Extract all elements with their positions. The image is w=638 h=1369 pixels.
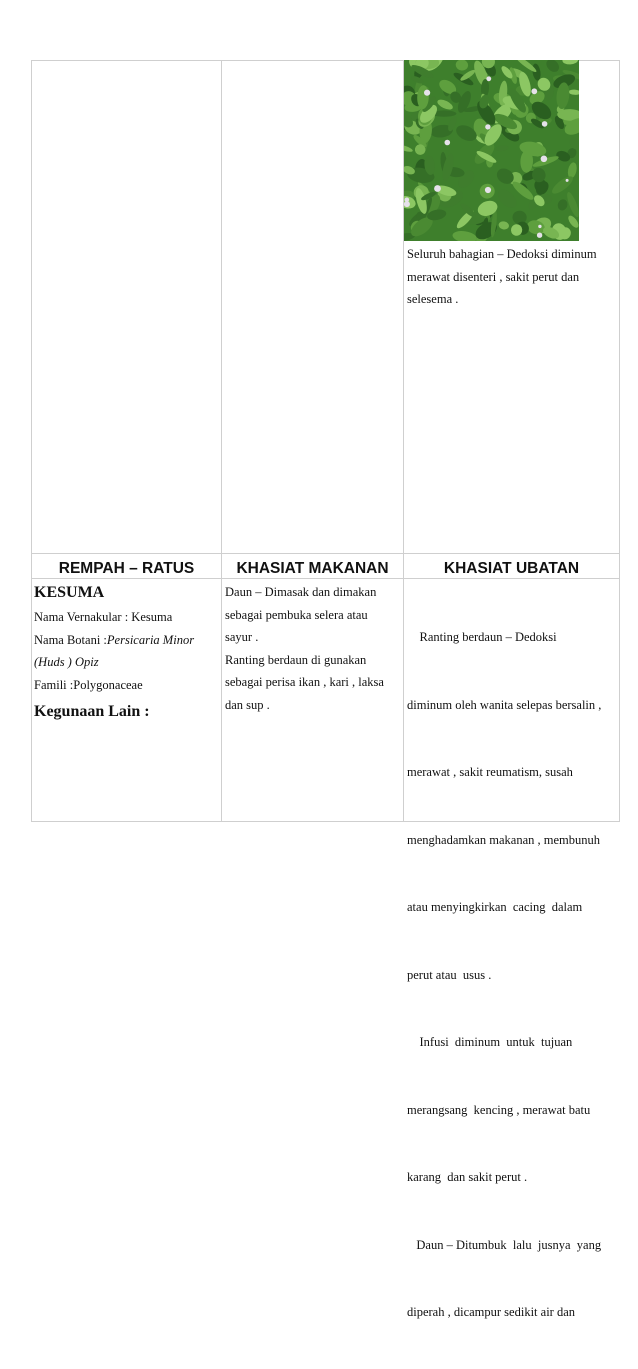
vernacular-name: Nama Vernakular : Kesuma xyxy=(34,610,173,624)
ubatan-line: diperah , dicampur sedikit air dan xyxy=(407,1305,575,1319)
flower-dot xyxy=(445,140,451,146)
flower-dot xyxy=(486,76,491,81)
row-divider-header-top xyxy=(31,553,620,554)
flower-dot xyxy=(424,90,430,96)
ubatan-line: merawat , sakit reumatism, susah xyxy=(407,765,573,779)
flower-dot xyxy=(537,233,542,238)
khasiat-ubatan-text xyxy=(407,581,619,1369)
ubatan-line: perut atau usus . xyxy=(407,967,492,982)
kesuma-plant-illustration xyxy=(404,60,579,241)
kesuma-plant-image xyxy=(404,60,579,241)
makanan-line: sebagai perisa ikan , kari , laksa xyxy=(225,675,384,689)
header-khasiat-makanan: KHASIAT MAKANAN xyxy=(236,560,389,577)
other-uses-heading: Kegunaan Lain : xyxy=(34,703,150,720)
herb-name: KESUMA xyxy=(34,584,105,601)
makanan-line: Ranting berdaun di gunakan xyxy=(225,652,367,667)
table-border-right xyxy=(619,60,620,822)
ubatan-line: Infusi diminum untuk tujuan xyxy=(407,1035,573,1049)
flower-dot xyxy=(542,121,548,127)
ubatan-line: atau menyingkirkan cacing dalam xyxy=(407,900,583,914)
makanan-line: sayur . xyxy=(225,630,259,644)
botanical-author: (Huds ) Opiz xyxy=(34,655,99,669)
botanical-label: Nama Botani : xyxy=(34,632,107,647)
flower-dot xyxy=(566,179,569,182)
caption-line: merawat disenteri , sakit perut dan xyxy=(407,269,580,284)
header-khasiat-ubatan: KHASIAT UBATAN xyxy=(443,560,580,577)
herb-table xyxy=(31,60,620,1319)
family-name: Famili :Polygonaceae xyxy=(34,677,143,692)
makanan-line: dan sup . xyxy=(225,697,270,712)
botanical-name xyxy=(34,629,220,652)
table-border-left xyxy=(31,60,32,822)
makanan-line: sebagai pembuka selera atau xyxy=(225,607,368,622)
caption-line: selesema . xyxy=(407,292,459,306)
column-divider-1 xyxy=(221,60,222,822)
flower-dot xyxy=(538,225,541,228)
caption-line: Seluruh bahagian – Dedoksi diminum xyxy=(407,247,597,261)
top-row-caption xyxy=(407,243,617,311)
flower-dot xyxy=(404,201,410,207)
flower-dot xyxy=(541,156,548,163)
flower-dot xyxy=(485,187,491,193)
flower-dot xyxy=(434,185,441,192)
ubatan-line: Ranting berdaun – Dedoksi xyxy=(407,630,557,644)
ubatan-line: diminum oleh wanita selepas bersalin , xyxy=(407,697,602,712)
herb-details xyxy=(34,606,220,696)
flower-dot xyxy=(485,124,490,129)
makanan-line: Daun – Dimasak dan dimakan xyxy=(225,585,377,599)
ubatan-line: menghadamkan makanan , membunuh xyxy=(407,832,600,847)
botanical-italic: Persicaria Minor xyxy=(106,632,195,647)
ubatan-line: Daun – Ditumbuk lalu jusnya yang xyxy=(407,1237,602,1252)
ubatan-line: merangsang kencing , merawat batu xyxy=(407,1102,591,1117)
botanical-name-line2 xyxy=(34,651,220,674)
khasiat-makanan-text xyxy=(225,581,401,716)
header-rempah-ratus: REMPAH – RATUS xyxy=(58,560,195,577)
ubatan-line: karang dan sakit perut . xyxy=(407,1170,528,1184)
flower-dot xyxy=(531,88,537,94)
